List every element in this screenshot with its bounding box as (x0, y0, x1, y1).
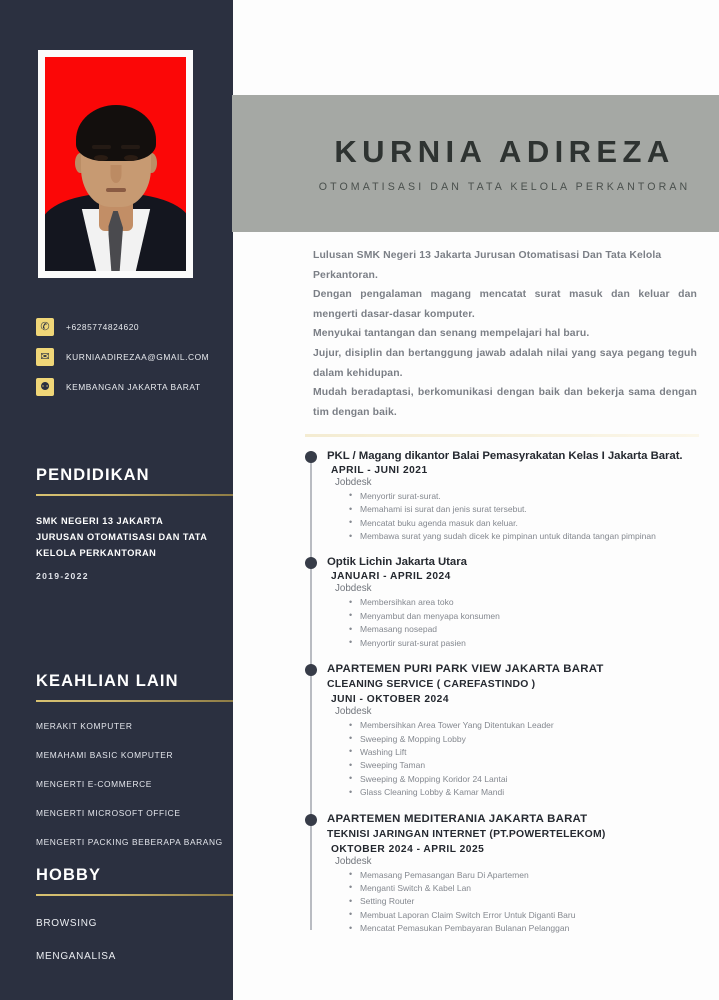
summary-line: Dengan pengalaman magang mencatat surat masuk dan keluar dan mengerti dasar-dasar komputer. (313, 289, 697, 320)
contact-phone[interactable] (0, 312, 233, 342)
hobby-rule (36, 894, 233, 896)
job-task: • Menyortir surat-surat pasien (349, 637, 705, 650)
summary-section (233, 232, 719, 422)
job-task-list (327, 719, 705, 799)
skill-item: MERAKIT KOMPUTER (36, 721, 133, 731)
contact-email-text: KURNIAADIREZAA@GMAIL.COM (66, 352, 210, 362)
education-section (36, 466, 233, 581)
experience-timeline (305, 448, 705, 936)
timeline-dot-icon (305, 451, 317, 463)
timeline-dot-icon (305, 814, 317, 826)
job-task: • Membawa surat yang sudah dicek ke pimpinan untuk ditanda tangan pimpinan (349, 530, 705, 543)
experience-item (327, 448, 705, 544)
job-task: • Setting Router (349, 895, 705, 908)
job-task: • Membersihkan area toko (349, 596, 705, 609)
skill-item: MENGERTI E-COMMERCE (36, 779, 152, 789)
job-role: CLEANING SERVICE ( CAREFASTINDO ) (327, 679, 536, 691)
job-task: • Menyortir surat-surat. (349, 490, 705, 503)
header-band (232, 95, 719, 232)
contact-location-text: KEMBANGAN JAKARTA BARAT (66, 382, 201, 392)
profile-photo-frame (38, 50, 193, 278)
jobdesk-label: Jobdesk (335, 583, 372, 595)
job-task-list (327, 490, 705, 544)
education-rule (36, 494, 233, 496)
job-role: TEKNISI JARINGAN INTERNET (PT.POWERTELEKOM) (327, 828, 606, 840)
hobby-item: MENGANALISA (36, 951, 116, 962)
contact-phone-text: +6285774824620 (66, 322, 140, 332)
location-pin-icon: ⚉ (36, 378, 54, 396)
job-task: • Sweeping & Mopping Lobby (349, 733, 705, 746)
main-content (233, 232, 719, 947)
contact-location[interactable] (0, 372, 233, 402)
sidebar (0, 0, 233, 1000)
jobdesk-label: Jobdesk (335, 476, 372, 488)
page-title: KURNIA ADIREZA (334, 134, 675, 169)
contact-list (0, 312, 233, 402)
summary-line: Menyukai tantangan dan senang mempelajari hal baru. (313, 328, 590, 340)
job-task: • Memahami isi surat dan jenis surat tersebut. (349, 503, 705, 516)
page-subtitle: OTOMATISASI DAN TATA KELOLA PERKANTORAN (318, 181, 691, 193)
summary-line: Lulusan SMK Negeri 13 Jakarta Jurusan Otomatisasi Dan Tata Kelola Perkantoran. (313, 250, 662, 281)
job-task: • Menyambut dan menyapa konsumen (349, 610, 705, 623)
jobdesk-label: Jobdesk (335, 706, 372, 718)
experience-item (327, 554, 705, 650)
job-task: • Mencatat buku agenda masuk dan keluar. (349, 517, 705, 530)
hobby-item: BROWSING (36, 918, 98, 929)
phone-icon: ✆ (36, 318, 54, 336)
experience-item (327, 811, 705, 936)
profile-photo (45, 57, 186, 271)
hobby-heading: HOBBY (36, 866, 102, 884)
job-task: • Mencatat Pemasukan Pembayaran Bulanan Pelanggan (349, 922, 705, 935)
job-date: OKTOBER 2024 - APRIL 2025 (331, 843, 485, 855)
skills-section (36, 672, 233, 847)
contact-email[interactable] (0, 342, 233, 372)
job-task: • Menganti Switch & Kabel Lan (349, 882, 705, 895)
section-divider (305, 434, 699, 437)
email-icon: ✉ (36, 348, 54, 366)
job-date: APRIL - JUNI 2021 (331, 464, 428, 476)
experience-item (327, 661, 705, 799)
job-date: JUNI - OKTOBER 2024 (331, 694, 450, 706)
education-years: 2019-2022 (36, 571, 89, 581)
job-task: • Washing Lift (349, 746, 705, 759)
education-line-1: SMK NEGERI 13 JAKARTA (36, 516, 164, 526)
skill-item: MENGERTI PACKING BEBERAPA BARANG (36, 837, 223, 847)
skills-heading: KEAHLIAN LAIN (36, 672, 179, 690)
skill-item: MENGERTI MICROSOFT OFFICE (36, 808, 181, 818)
skill-item: MEMAHAMI BASIC KOMPUTER (36, 750, 174, 760)
education-heading: PENDIDIKAN (36, 466, 150, 484)
job-title: Optik Lichin Jakarta Utara (327, 556, 467, 569)
jobdesk-label: Jobdesk (335, 855, 372, 867)
education-line-3: KELOLA PERKANTORAN (36, 548, 157, 558)
education-details (36, 513, 233, 581)
timeline-dot-icon (305, 557, 317, 569)
job-task: • Sweeping Taman (349, 759, 705, 772)
job-task: • Memasang Pemasangan Baru Di Apartemen (349, 869, 705, 882)
job-task: • Memasang nosepad (349, 623, 705, 636)
education-line-2: JURUSAN OTOMATISASI DAN TATA (36, 532, 208, 542)
job-task: • Membersihkan Area Tower Yang Ditentukan Leader (349, 719, 705, 732)
job-task-list (327, 869, 705, 936)
summary-line: Jujur, disiplin dan bertanggung jawab adalah nilai yang saya pegang teguh dalam kehidupan. (313, 347, 697, 379)
job-task: • Membuat Laporan Claim Switch Error Untuk Diganti Baru (349, 909, 705, 922)
job-task-list (327, 596, 705, 650)
job-task: • Glass Cleaning Lobby & Kamar Mandi (349, 786, 705, 799)
job-title: APARTEMEN MEDITERANIA JAKARTA BARAT (327, 812, 588, 825)
job-title: APARTEMEN PURI PARK VIEW JAKARTA BARAT (327, 663, 604, 676)
summary-line: Mudah beradaptasi, berkomunikasi dengan baik dan bekerja sama dengan tim dengan baik. (313, 387, 697, 418)
job-task: • Sweeping & Mopping Koridor 24 Lantai (349, 773, 705, 786)
job-title: PKL / Magang dikantor Balai Pemasyrakatan Kelas I Jakarta Barat. (327, 449, 683, 462)
timeline-dot-icon (305, 664, 317, 676)
job-date: JANUARI - APRIL 2024 (331, 571, 451, 583)
hobby-section (36, 866, 233, 962)
skills-rule (36, 700, 233, 702)
timeline-line (310, 456, 312, 930)
